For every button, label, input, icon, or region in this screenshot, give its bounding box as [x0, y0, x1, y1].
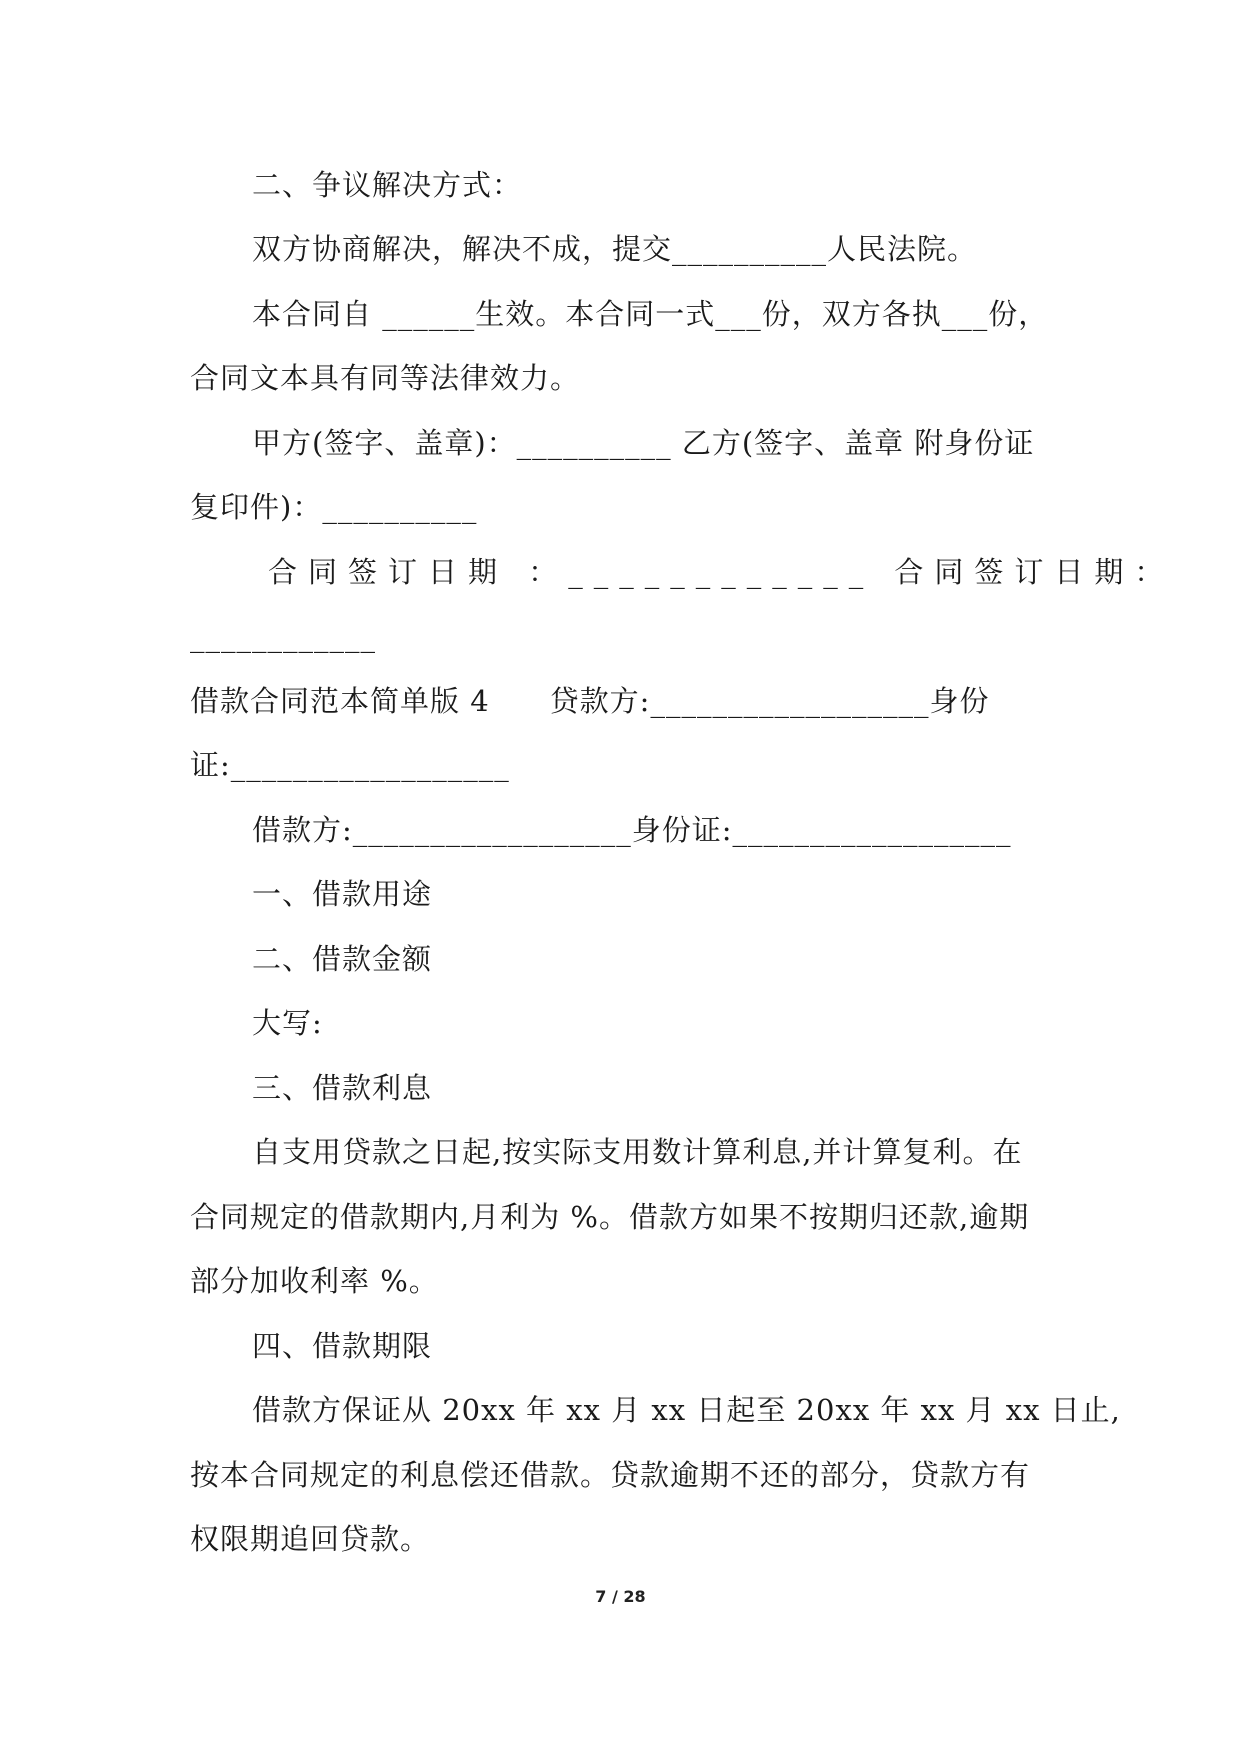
signature-line: 复印件)：__________: [190, 490, 478, 524]
page-number: 7 / 28: [595, 1587, 646, 1606]
paragraph-line: 按本合同规定的利息偿还借款。贷款逾期不还的部分，贷款方有: [190, 1458, 1031, 1492]
section-heading: 二、争议解决方式：: [252, 168, 523, 202]
paragraph-line: 借款方保证从 20xx 年 xx 月 xx 日起至 20xx 年 xx 月 xx 日止,: [252, 1393, 1121, 1427]
signing-date-line: 合同签订日期 ：____________ 合同签订日期：: [268, 555, 1175, 589]
paragraph-line: 部分加收利率 %。: [190, 1264, 439, 1298]
paragraph-line: 合同规定的借款期内,月利为 %。借款方如果不按期归还款,逾期: [190, 1200, 1030, 1234]
contract-title-line: 借款合同范本简单版 4 贷款方:__________________身份: [190, 684, 990, 718]
paragraph-line: 证:__________________: [190, 748, 510, 782]
signing-date-blank: ____________: [190, 619, 376, 653]
paragraph-line: 大写:: [252, 1006, 323, 1040]
paragraph-line: 自支用贷款之日起,按实际支用数计算利息,并计算复利。在: [252, 1135, 1023, 1169]
paragraph-line: 双方协商解决，解决不成，提交__________人民法院。: [252, 232, 978, 266]
borrower-line: 借款方:__________________身份证:__________________: [252, 813, 1012, 847]
signature-line: 甲方(签字、盖章)：__________ 乙方(签字、盖章 附身份证: [252, 426, 1035, 460]
paragraph-line: 合同文本具有同等法律效力。: [190, 361, 581, 395]
paragraph-line: 本合同自 ______生效。本合同一式___份，双方各执___份，: [252, 297, 1049, 331]
section-heading: 二、借款金额: [252, 942, 433, 976]
section-heading: 四、借款期限: [252, 1329, 433, 1363]
section-heading: 三、借款利息: [252, 1071, 433, 1105]
paragraph-line: 权限期追回贷款。: [190, 1522, 431, 1556]
section-heading: 一、借款用途: [252, 877, 433, 911]
